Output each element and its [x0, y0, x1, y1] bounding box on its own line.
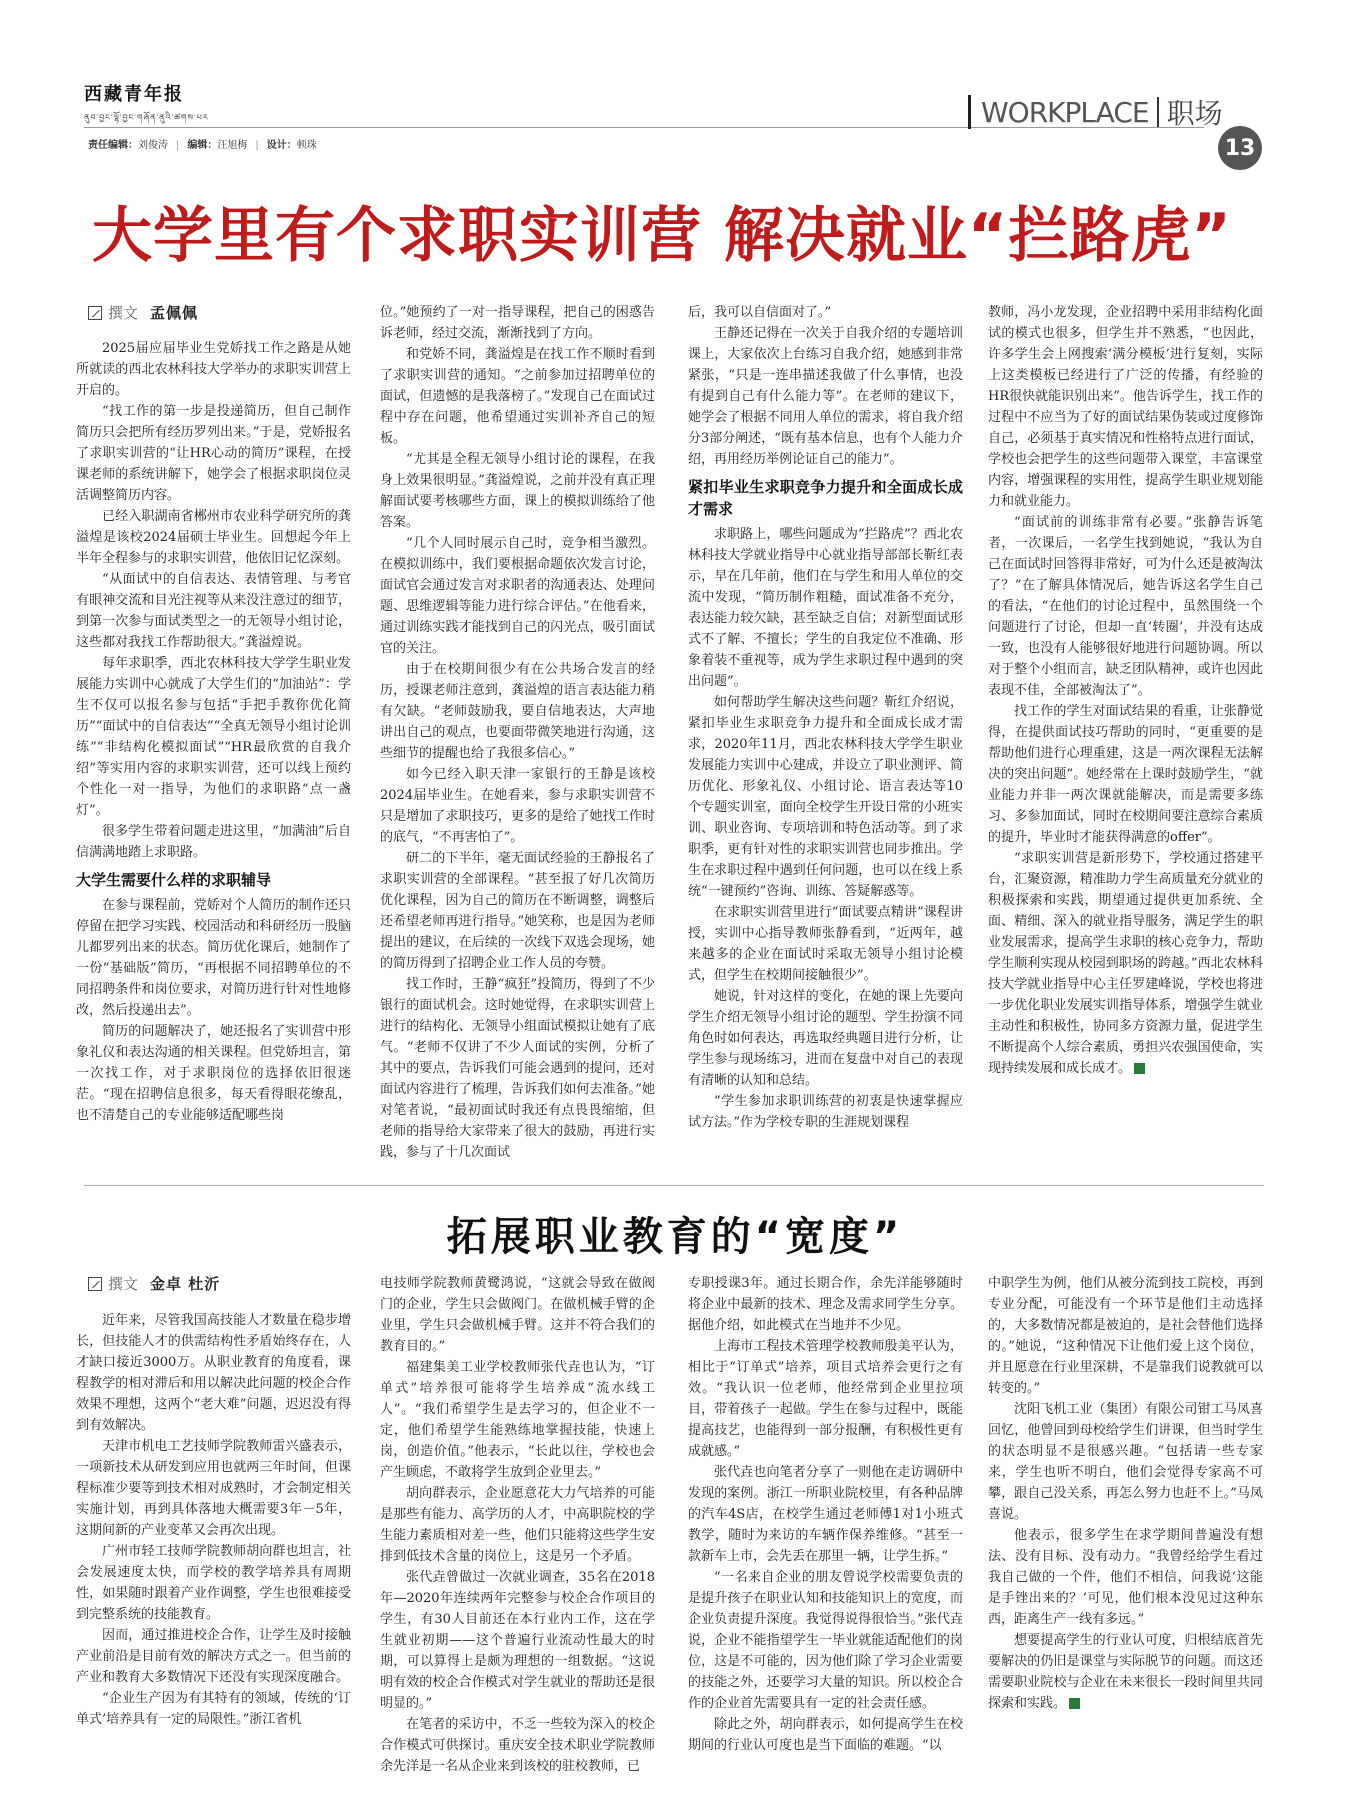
paragraph: 教师，冯小龙发现，企业招聘中采用非结构化面试的模式也很多，但学生并不熟悉，“也因此，许多学生会上网搜索‘满分模板’进行复刻，实际上这类模板已经进行了广泛的传播，有经验的HR很快就能识别出来”。他告诉学生，找工作的过程中不应当为了好的面试结果伪装或过度修饰自己，必须基于真实情况和性格特点进行面试，学校也会把学生的这些问题带入课堂，丰富课堂内容，增强课程的实用性，提高学生职业规划能力和就业能力。 [988, 305, 1263, 509]
article1-byline [88, 302, 198, 323]
subheading: 紧扣毕业生求职竞争力提升和全面成长成才需求 [688, 478, 963, 518]
article2-byline [88, 1273, 220, 1294]
paragraph: 如今已经入职天津一家银行的王静是该校2024届毕业生。在她看来，参与求职实训营不只是增加了求职技巧，更多的是给了她找工作时的底气，“不再害怕了”。 [380, 767, 655, 845]
page-number: 13 [1218, 126, 1262, 170]
paragraph: 2025届应届毕业生党娇找工作之路是从她所就读的西北农林科技大学举办的求职实训营上开启的。 [76, 341, 351, 398]
newspaper-subtitle: ནུབ་བྱང་ལྷོ་བྱང་གཞོན་ནུའི་ཚགས་པར [84, 113, 209, 122]
paragraph: 每年求职季，西北农林科技大学学生职业发展能力实训中心就成了大学生们的“加油站”：学生不仅可以报名参与包括“手把手教你优化简历”“面试中的自信表达”“全真无领导小组讨论训练”“非结构化模拟面试”“HR最欣赏的自我介绍”等实用内容的求职实训营，还可以线上预约个性化一对一指导，为他们的求职路“点一盏灯”。 [76, 656, 351, 818]
editor-credits [88, 136, 317, 151]
paragraph-text: “求职实训营是新形势下，学校通过搭建平台，汇聚资源，精准助力学生高质量充分就业的积极探索和实践，期望通过提供更加系统、全面、精细、深入的就业指导服务，满足学生的职业发展需求，提高学生求职的核心竞争力，帮助学生顺利实现从校园到职场的跨越。”西北农林科技大学就业指导中心主任罗建峰说，学校也将进一步优化职业发展实训指导体系，增强学生就业主动性和积极性，协同多方资源力量，促进学生不断提高个人综合素质，勇担兴农强国使命，实现持续发展和成长成才。 [988, 851, 1263, 1076]
end-mark-icon [1069, 1698, 1080, 1709]
credit-separator: | [255, 140, 259, 151]
paragraph: 张代垚也向笔者分享了一则他在走访调研中发现的案例。浙江一所职业院校里，有各种品牌的汽车4S店，在校学生通过老师傅1对1小班式教学，随时为来访的车辆作保养维修。“甚至一款新车上市，会先丢在那里一辆，让学生拆。” [688, 1465, 963, 1564]
pen-icon [88, 1277, 102, 1291]
article2-column-4 [988, 1273, 1263, 1780]
credit-editor2: 汪旭梅 [217, 140, 248, 151]
paragraph: 近年来，尽管我国高技能人才数量在稳步增长，但技能人才的供需结构性矛盾始终存在，人才缺口接近3000万。从职业教育的角度看，课程教学的相对滞后和用以解决此问题的校企合作效果不理想，这两个“老大难”问题，迟迟没有得到有效解决。 [76, 1313, 351, 1433]
paragraph-text: 想要提高学生的行业认可度，归根结底首先要解决的仍旧是课堂与实际脱节的问题。而这还需要职业院校与企业在未来很长一段时间里共同探索和实践。 [988, 1633, 1263, 1711]
paragraph: 福建集美工业学校教师张代垚也认为，“订单式”培养很可能将学生培养成“流水线工人”。“我们希望学生是去学习的，但企业不一定，他们希望学生能熟练地掌握技能，快速上岗，创造价值。”他表示，“长此以往，学校也会产生顾虑，不敢将学生放到企业里去。” [380, 1360, 655, 1480]
credit-separator: | [176, 140, 180, 151]
paragraph: “尤其是全程无领导小组讨论的课程，在我身上效果很明显。”龚溢煌说，之前并没有真正理解面试要考核哪些方面，课上的模拟训练给了他答案。 [380, 452, 655, 530]
paragraph: 由于在校期间很少有在公共场合发言的经历，授课老师注意到，龚溢煌的语言表达能力稍有欠缺。“老师鼓励我，要自信地表达，大声地讲出自己的观点，也要面带微笑地进行沟通，这些细节的提醒也给了我很多信心。” [380, 662, 655, 761]
byline-label: 撰文 [108, 1275, 139, 1293]
paragraph: 他表示，很多学生在求学期间普遍没有想法、没有目标、没有动力。“我曾经给学生看过我自己做的一个件，他们不相信，问我说‘这能是手锉出来的？’可见，他们根本没见过这种东西，距离生产一线有多远。” [988, 1528, 1263, 1627]
credit-label-editor2: 编辑： [187, 140, 218, 151]
paragraph: 已经入职湖南省郴州市农业科学研究所的龚溢煌是该校2024届硕士毕业生。回想起今年上半年全程参与的求职实训营，他依旧记忆深刻。 [76, 509, 351, 566]
paragraph: 如何帮助学生解决这些问题？靳红介绍说，紧扣毕业生求职竞争力提升和全面成长成才需求，2020年11月，西北农林科技大学学生职业发展能力实训中心建成，并设立了职业测评、简历优化、形象礼仪、小组讨论、语言表达等10个专题实训室，面向全校学生开设日常的小班实训、职业咨询、专项培训和特色活动等。到了求职季，更有针对性的求职实训营也同步推出。学生在求职过程中遇到任何问题，也可以在线上系统“一键预约”咨询、训练、答疑解惑等。 [688, 695, 963, 899]
section-name-en: WORKPLACE [981, 95, 1149, 129]
section-divider [1157, 97, 1159, 127]
paragraph: “学生参加求职训练营的初衷是快速掌握应试方法。”作为学校专职的生涯规划课程 [688, 1094, 963, 1130]
paragraph: 专职授课3年。通过长期合作，余先洋能够随时将企业中最新的技术、理念及需求同学生分享。据他介绍，如此模式在当地并不少见。 [688, 1276, 963, 1333]
article1-column-1 [76, 338, 351, 1163]
credit-label-designer: 设计： [266, 140, 297, 151]
byline-author: 孟佩佩 [150, 304, 199, 322]
article2-column-3 [688, 1273, 963, 1780]
paragraph: 她说，针对这样的变化，在她的课上先要向学生介绍无领导小组讨论的题型、学生扮演不同角色时如何表达，再选取经典题目进行分析，让学生参与现场练习，进而在复盘中对自己的表现有清晰的认知和总结。 [688, 989, 963, 1088]
byline-author: 金卓 杜沂 [150, 1275, 221, 1293]
credit-editor: 刘俊涛 [138, 140, 168, 151]
section-name-zh: 职场 [1166, 97, 1223, 130]
paragraph: 在参与课程前，党娇对个人简历的制作还只停留在把学习实践、校园活动和科研经历一股脑儿都罗列出来的状态。简历优化课后，她制作了一份“基础版”简历，“再根据不同招聘单位的不同招聘条件和岗位要求，对简历进行针对性地修改，然后投递出去”。 [76, 898, 351, 1018]
paragraph: 在笔者的采访中，不乏一些较为深入的校企合作模式可供探讨。重庆安全技术职业学院教师余先洋是一名从企业来到该校的驻校教师，已 [380, 1717, 655, 1774]
article2-column-2 [380, 1273, 655, 1780]
end-mark-icon [1134, 1063, 1145, 1074]
article2-headline: 拓展职业教育的“宽度” [446, 1214, 904, 1260]
article2-column-1 [76, 1310, 351, 1780]
subheading: 大学生需要什么样的求职辅导 [76, 871, 272, 889]
paragraph: “从面试中的自信表达、表情管理、与考官有眼神交流和目光注视等从来没注意过的细节，到第一次参与面试类型之一的无领导小组讨论，这些都对我找工作帮助很大。”龚溢煌说。 [76, 572, 351, 650]
paragraph [988, 1630, 1263, 1714]
paragraph: 很多学生带着问题走进这里，“加满油”后自信满满地踏上求职路。 [76, 824, 351, 860]
paragraph: 在求职实训营里进行“面试要点精讲”课程讲授，实训中心指导教师张静看到，“近两年，越来越多的企业在面试时采取无领导小组讨论模式，但学生在校期间接触很少”。 [688, 905, 963, 983]
paragraph: 电技师学院教师黄鹭鸿说，“这就会导致在做阀门的企业，学生只会做阀门。在做机械手臂的企业里，学生只会做机械手臂。这并不符合我们的教育目的。” [380, 1276, 655, 1354]
paragraph: 因而，通过推进校企合作，让学生及时接触产业前沿是目前有效的解决方式之一。但当前的产业和教育大多数情况下还没有实现深度融合。 [76, 1628, 351, 1685]
paragraph: 胡向群表示，企业愿意花大力气培养的可能是那些有能力、高学历的人才，中高职院校的学生能力素质相对差一些，他们只能将这些学生安排到低技术含量的岗位上，这是另一个矛盾。 [380, 1486, 655, 1564]
paragraph: 研二的下半年，毫无面试经验的王静报名了求职实训营的全部课程。“甚至报了好几次简历优化课程，因为自己的简历在不断调整，调整后还希望老师再进行指导。”她笑称，也是因为老师提出的建议，在后续的一次线下双选会现场，她的简历得到了招聘企业工作人员的夸赞。 [380, 851, 655, 971]
paragraph: 除此之外，胡向群表示，如何提高学生在校期间的行业认可度也是当下面临的难题。“以 [688, 1717, 963, 1753]
paragraph: 广州市轻工技师学院教师胡向群也坦言，社会发展速度太快，而学校的教学培养具有周期性，如果随时跟着产业作调整，学生也很难接受到完整系统的技能教育。 [76, 1544, 351, 1622]
paragraph: 天津市机电工艺技师学院教师雷兴盛表示，一项新技术从研发到应用也就两三年时间，但课程标准少要等到技术相对成熟时，才会制定相关实施计划，再到具体落地大概需要3年－5年，这期间新的产业变革又会再次出现。 [76, 1439, 351, 1538]
paragraph: 简历的问题解决了，她还报名了实训营中形象礼仪和表达沟通的相关课程。但党娇坦言，第一次找工作，对于求职岗位的选择依旧很迷茫。“现在招聘信息很多，每天看得眼花缭乱，也不清楚自己的专业能够适配哪些岗 [76, 1024, 351, 1123]
article-divider [84, 1185, 1264, 1186]
newspaper-name: 西藏青年报 [84, 84, 184, 105]
article1-column-4 [988, 302, 1263, 1163]
paragraph: 张代垚曾做过一次就业调查，35名在2018年—2020年连续两年完整参与校企合作项目的学生，有30人目前还在本行业内工作，这在学生就业初期——这个普遍行业流动性最大的时期，可以算得上是颇为理想的一组数据。“这说明有效的校企合作模式对学生就业的帮助还是很明显的。” [380, 1570, 655, 1711]
paragraph: “几个人同时展示自己时，竞争相当激烈。在模拟训练中，我们要根据命题依次发言讨论，面试官会通过发言对求职者的沟通表达、处理问题、思维逻辑等能力进行综合评估。”在他看来，通过训练实践才能找到自己的闪光点，吸引面试官的关注。 [380, 536, 655, 656]
paragraph: 后，我可以自信面对了。” [688, 305, 832, 320]
section-tag [968, 92, 1223, 132]
article1-column-2 [380, 302, 655, 1163]
article1-headline: 大学里有个求职实训营 解决就业“拦路虎” [92, 201, 1232, 271]
paragraph: 上海市工程技术管理学校教师殷美平认为，相比于“订单式”培养，项目式培养会更行之有效。“我认识一位老师，他经常到企业里拉项目，带着孩子一起做。学生在参与过程中，既能提高技艺，也能得到一部分报酬，有积极性更有成就感。” [688, 1339, 963, 1459]
section-bar [968, 95, 971, 129]
paragraph: “一名来自企业的朋友曾说学校需要负责的是提升孩子在职业认知和技能知识上的宽度，而企业负责提升深度。我觉得说得很恰当。”张代垚说，企业不能指望学生一毕业就能适配他们的岗位，这是不可能的，因为他们除了学习企业需要的技能之外，还要学习大量的知识。所以校企合作的企业首先需要具有一定的社会责任感。 [688, 1570, 963, 1711]
paragraph: 找工作的学生对面试结果的看重，让张静觉得，在提供面试技巧帮助的同时，“更重要的是帮助他们进行心理重建，这是一两次课程无法解决的突出问题”。她经常在上课时鼓励学生，“就业能力并非一两次课就能解决，而是需要多练习、多参加面试，同时在校期间要注意综合素质的提升，毕业时才能获得满意的offer”。 [988, 704, 1263, 845]
paragraph: “找工作的第一步是投递简历，但自己制作简历只会把所有经历罗列出来。”于是，党娇报名了求职实训营的“让HR心动的简历”课程，在授课老师的系统讲解下，她学会了根据求职岗位灵活调整简历内容。 [76, 404, 351, 503]
pen-icon [88, 306, 102, 320]
paragraph: “面试前的训练非常有必要。”张静告诉笔者，一次课后，一名学生找到她说，“我认为自己在面试时回答得非常好，可为什么还是被淘汰了？”在了解具体情况后，她告诉这名学生自己的看法，“在他们的讨论过程中，虽然围绕一个问题进行了讨论，但却一直‘转圈’，并没有达成一致，也没有人能够很好地进行问题协调。所以对于整个小组而言，缺乏团队精神，或许也因此表现不佳，全部被淘汰了”。 [988, 515, 1263, 698]
paragraph: 位。”她预约了一对一指导课程，把自己的困惑告诉老师，经过交流，渐渐找到了方向。 [380, 305, 655, 341]
paragraph: 求职路上，哪些问题成为“拦路虎”？西北农林科技大学就业指导中心就业指导部部长靳红表示，早在几年前，他们在与学生和用人单位的交流中发现，“简历制作粗糙，面试准备不充分，表达能力较欠缺，甚至缺乏自信；对新型面试形式不了解、不擅长；学生的自我定位不准确、形象着装不重视等，成为学生求职过程中遇到的突出问题”。 [688, 527, 963, 689]
paragraph: 沈阳飞机工业（集团）有限公司钳工马凤喜回忆，他曾回到母校给学生们讲课，但当时学生的状态明显不是很感兴趣。“包括请一些专家来，学生也听不明白，他们会觉得专家高不可攀，跟自己没关系，再怎么努力也赶不上。”马凤喜说。 [988, 1402, 1263, 1522]
paragraph: 中职学生为例，他们从被分流到技工院校，再到专业分配，可能没有一个环节是他们主动选择的，大多数情况都是被迫的，是社会替他们选择的。”她说，“这种情况下让他们爱上这个岗位，并且愿意在行业里深耕，不是靠我们说教就可以转变的。” [988, 1276, 1263, 1396]
paragraph: 和党娇不同，龚溢煌是在找工作不顺时看到了求职实训营的通知。“之前参加过招聘单位的面试，但遗憾的是我落榜了。”发现自己在面试过程中存在问题，他希望通过实训补齐自己的短板。 [380, 347, 655, 446]
masthead [84, 80, 209, 131]
credit-designer: 顿珠 [296, 140, 317, 151]
byline-label: 撰文 [108, 304, 139, 322]
paragraph: 王静还记得在一次关于自我介绍的专题培训课上，大家依次上台练习自我介绍，她感到非常紧张，“只是一连串描述我做了什么事情，也没有提到自己有什么能力等”。在老师的建议下，她学会了根据不同用人单位的需求，将自我介绍分3部分阐述，“既有基本信息，也有个人能力介绍，再用经历举例论证自己的能力”。 [688, 326, 963, 467]
credit-label-editor: 责任编辑： [88, 140, 138, 151]
paragraph: “企业生产因为有其特有的领域，传统的‘订单式’培养具有一定的局限性。”浙江省机 [76, 1691, 351, 1727]
article1-column-3 [688, 302, 963, 1163]
paragraph [988, 848, 1263, 1079]
paragraph: 找工作时，王静“疯狂”投简历，得到了不少银行的面试机会。这时她觉得，在求职实训营上进行的结构化、无领导小组面试模拟让她有了底气。“老师不仅讲了不少人面试的实例，分析了其中的要点，告诉我们可能会遇到的提问，还对面试内容进行了梳理，告诉我们如何去准备。”她对笔者说，“最初面试时我还有点畏畏缩缩，但老师的指导给大家带来了很大的鼓励，再进行实践，参与了十几次面试 [380, 977, 655, 1160]
